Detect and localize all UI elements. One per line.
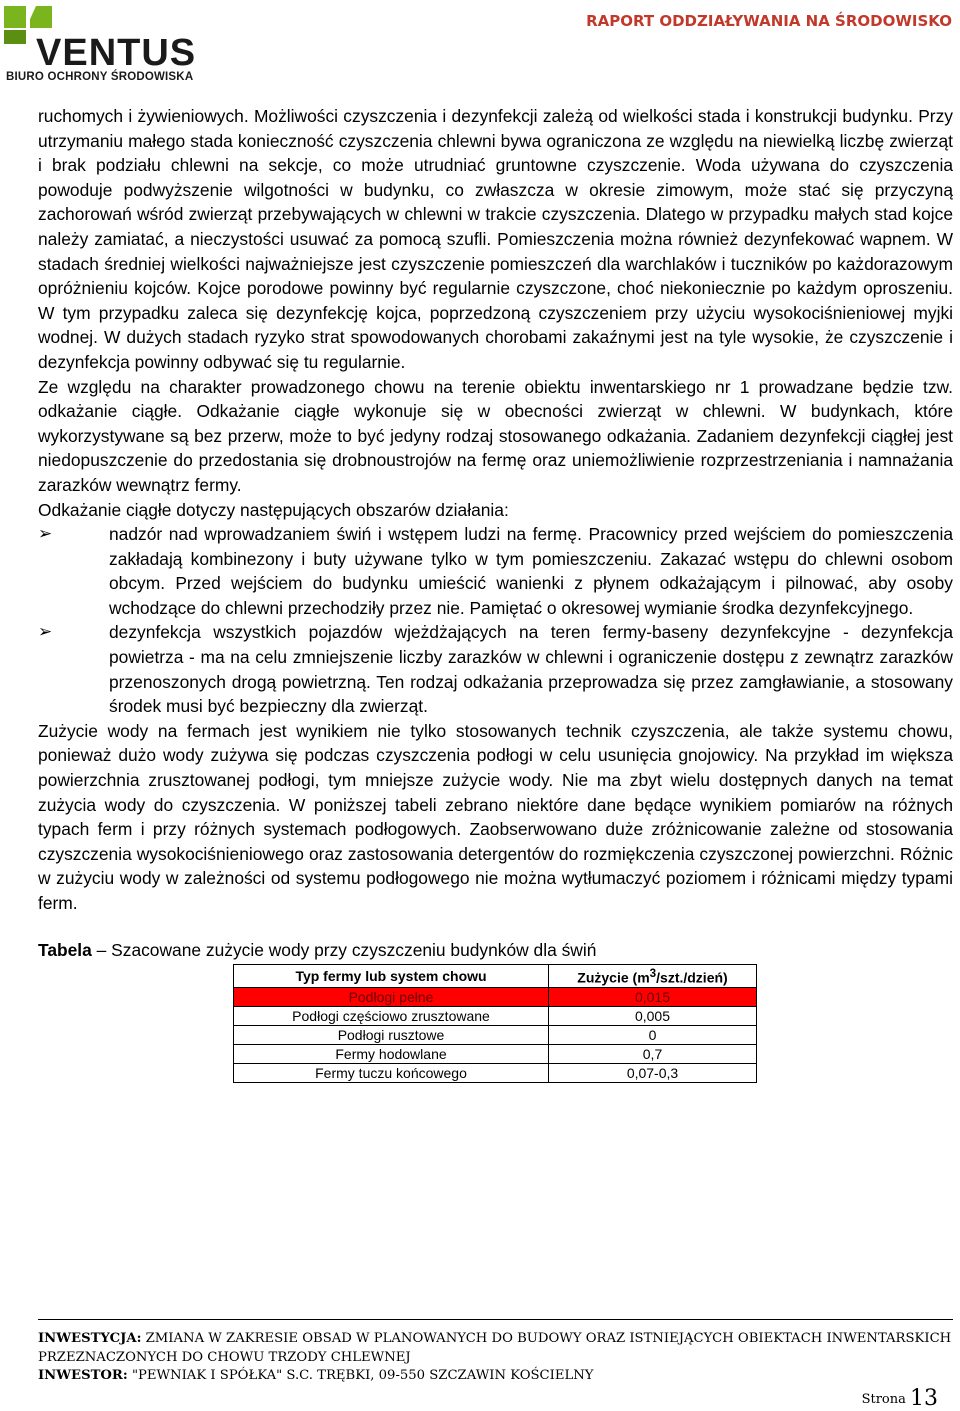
column-header-type: Typ fermy lub system chowu bbox=[234, 965, 549, 988]
arrow-bullet-icon: ➢ bbox=[38, 622, 53, 643]
table-row bbox=[234, 1025, 757, 1044]
page-number bbox=[862, 1386, 938, 1411]
table-row bbox=[234, 987, 757, 1006]
table-caption-text: – Szacowane zużycie wody przy czyszczeniu budynków dla świń bbox=[91, 939, 597, 960]
column-header-usage bbox=[549, 965, 757, 988]
usage-header-post: /szt./dzień) bbox=[656, 969, 728, 986]
paragraph-continuous-disinfection: Ze względu na charakter prowadzonego chowu na terenie obiektu inwentarskiego nr 1 prowadzane będzie tzw. odkażanie ciągłe. Odkażanie ciągłe wykonuje się w obecności zwierząt w chlewni. W budynkach, które wykorzystywane są bez przerw, może to być jedyny rodzaj stosowanego odkażania. Zadaniem dezynfekcji ciągłej jest niedopuszczenie do przedostania się drobnoustrojów na fermę oraz uniemożliwienie rozprzestrzeniania i namnażania zarazków wewnątrz fermy. bbox=[38, 376, 953, 495]
list-item bbox=[38, 522, 953, 620]
cell-value: 0,015 bbox=[549, 987, 757, 1006]
cell-value: 0,07-0,3 bbox=[549, 1063, 757, 1082]
logo-name: VENTUS bbox=[36, 32, 197, 74]
bullet-list bbox=[38, 522, 953, 719]
investment-label: INWESTYCJA: bbox=[38, 1331, 142, 1346]
table-row bbox=[234, 1006, 757, 1025]
investment-text: ZMIANA W ZAKRESIE OBSAD W PLANOWANYCH DO BUDOWY ORAZ ISTNIEJĄCYCH OBIEKTACH INWENTARSKICH PRZEZNACZONYCH DO CHOWU TRZODY CHLEWNEJ bbox=[38, 1331, 952, 1365]
paragraph-cleaning: ruchomych i żywieniowych. Możliwości czyszczenia i dezynfekcji zależą od wielkości stada i konstrukcji budynku. Przy utrzymaniu małego stada konieczność czyszczenia chlewni bywa ograniczona ze względu na niewielką liczbę zwierząt i brak podziału chlewni na sekcje, co może utrudniać gruntowne czyszczenie. Woda używana do czyszczenia powoduje podwyższenie wilgotności w budynku, co zwłaszcza w okresie zimowym, może stać się przyczyną zachorowań wśród zwierząt przebywających w chlewni w trakcie czyszczenia. Dlatego w przypadku małych stad kojce należy zamiatać, a nieczystości usuwać za pomocą szufli. Pomieszczenia można również dezynfekować wapnem. W stadach średniej wielkości najważniejsze jest czyszczenie pomieszczeń dla warchlaków i tuczników po każdorazowym opróżnieniu kojców. Kojce porodowe powinny być regularnie czyszczone, choć niekoniecznie po każdym oproszeniu. W tym przypadku zaleca się dezynfekcję kojca, poprzedzoną czyszczeniem przy użyciu wysokociśnieniowej myjki wodnej. W dużych stadach ryzyko strat spowodowanych chorobami zakaźnymi jest na tyle wysokie, że czyszczenie i dezynfekcja powinny odbywać się tu regularnie. bbox=[38, 106, 953, 372]
list-item-text: nadzór nad wprowadzaniem świń i wstępem ludzi na fermę. Pracownicy przed wejściem do pomieszczenia zakładają kombinezony i buty używane tylko w tym pomieszczeniu. Zakazać wstępu do chlewni osobom obcym. Przed wejściem do budynku umieścić wanienki z płynem odkażającym i pilnować, aby osoby wchodzące do chlewni przechodziły przez nie. Pamiętać o okresowej wymianie środka dezynfekcyjnego. bbox=[109, 524, 953, 618]
cell-type: Fermy tuczu końcowego bbox=[234, 1063, 549, 1082]
investor-label: INWESTOR: bbox=[38, 1368, 128, 1383]
cell-value: 0,005 bbox=[549, 1006, 757, 1025]
cell-type: Fermy hodowlane bbox=[234, 1044, 549, 1063]
cell-value: 0,7 bbox=[549, 1044, 757, 1063]
table-header-row bbox=[234, 965, 757, 988]
page-number-value: 13 bbox=[910, 1386, 938, 1411]
water-usage-table bbox=[233, 964, 757, 1083]
footer-investor bbox=[38, 1367, 958, 1386]
cell-type: Podłogi częściowo zrusztowane bbox=[234, 1006, 549, 1025]
investor-text: "PEWNIAK I SPÓŁKA" S.C. TRĘBKI, 09-550 SZCZAWIN KOŚCIELNY bbox=[127, 1368, 594, 1383]
footer bbox=[38, 1330, 958, 1386]
list-item bbox=[38, 620, 953, 718]
main-content bbox=[38, 104, 953, 1083]
cell-value: 0 bbox=[549, 1025, 757, 1044]
cell-type: Podłogi rusztowe bbox=[234, 1025, 549, 1044]
table-row bbox=[234, 1044, 757, 1063]
table-caption-label: Tabela bbox=[38, 939, 92, 960]
paragraph-water-usage: Zużycie wody na fermach jest wynikiem nie tylko stosowanych technik czyszczenia, ale także systemu chowu, ponieważ dużo wody zużywa się podczas czyszczenia podłogi w celu usunięcia gnojowicy. Na przykład im większa powierzchnia zrusztowanej podłogi, tym mniejsze zużycie wody. Nie ma zbyt wielu dostępnych danych na temat zużycia wody do czyszczenia. W poniższej tabeli zebrano niektóre dane będące wynikiem pomiarów na różnych typach ferm i przy różnych systemach podłogowych. Zaobserwowano duże zróżnicowanie zależne od stosowania czyszczenia wysokociśnieniowego oraz zastosowania detergentów do rozmiękczenia czyszczonej powierzchni. Różnic w zużyciu wody w zależności od systemu podłogowego nie można wytłumaczyć poziomem i różnicami między typami ferm. bbox=[38, 720, 953, 913]
footer-divider bbox=[38, 1319, 953, 1320]
usage-header-sup: 3 bbox=[649, 967, 657, 981]
table-caption bbox=[38, 938, 953, 963]
paragraph-areas-intro: Odkażanie ciągłe dotyczy następujących obszarów działania: bbox=[38, 499, 509, 520]
usage-header-pre: Zużycie (m bbox=[577, 969, 650, 986]
logo-subtitle: BIURO OCHRONY ŚRODOWISKA bbox=[6, 71, 194, 83]
arrow-bullet-icon: ➢ bbox=[38, 524, 53, 545]
report-title: RAPORT ODDZIAŁYWANIA NA ŚRODOWISKO bbox=[586, 12, 952, 30]
page-label: Strona bbox=[861, 1392, 910, 1407]
cell-type: Podłogi pełne bbox=[234, 987, 549, 1006]
footer-investment bbox=[38, 1330, 958, 1367]
ventus-logo bbox=[2, 4, 222, 84]
list-item-text: dezynfekcja wszystkich pojazdów wjeżdżających na teren fermy-baseny dezynfekcyjne - dezynfekcja powietrza - ma na celu zmniejszenie liczby zarazków w chlewni i ograniczenie dostępu z zewnątrz zarazków przenoszonych drogą powietrzną. Ten rodzaj odkażania przeprowadza się przez zamgławianie, a stosowany środek musi być bezpieczny dla zwierząt. bbox=[109, 622, 953, 717]
table-row bbox=[234, 1063, 757, 1082]
